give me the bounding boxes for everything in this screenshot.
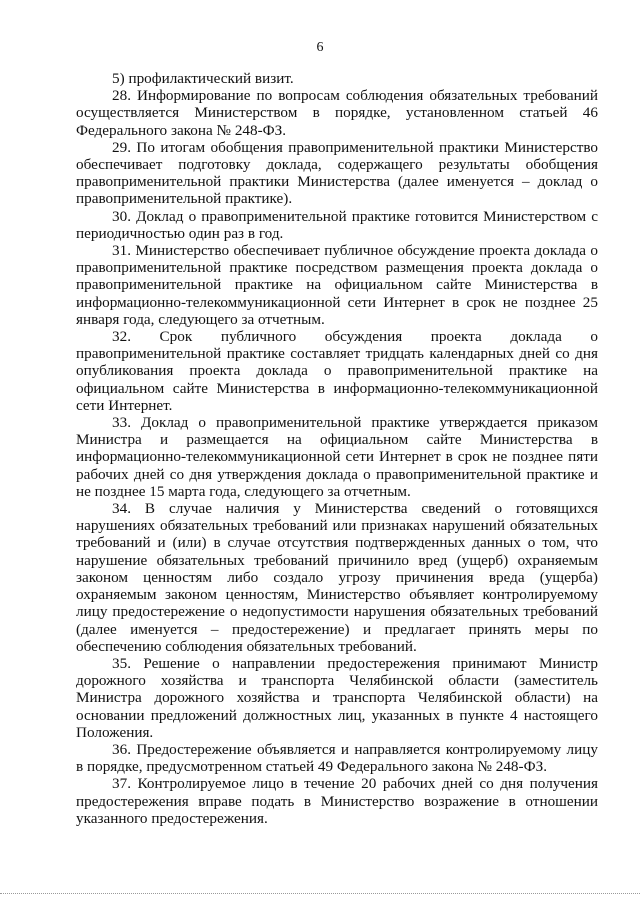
paragraph-32: 32. Срок публичного обсуждения проекта доклада о правоприменительной практике составляет тридцать календарных дней со дня опубликования проекта доклада о правоприменительной практике на официальном сайте Министерства в информационно-телекоммуникационной сети Интернет. [76, 328, 598, 414]
paragraph-28: 28. Информирование по вопросам соблюдения обязательных требований осуществляется Министерством в порядке, установленном статьей 46 Федерального закона № 248-ФЗ. [76, 87, 598, 139]
paragraph-31: 31. Министерство обеспечивает публичное обсуждение проекта доклада о правоприменительной практике посредством размещения проекта доклада о правоприменительной практике на официальном сайте Министерства в информационно-телекоммуникационной сети Интернет в срок не позднее 25 января года, следующего за отчетным. [76, 242, 598, 328]
paragraph-37: 37. Контролируемое лицо в течение 20 рабочих дней со дня получения предостережения вправе подать в Министерство возражение в отношении указанного предостережения. [76, 775, 598, 827]
bottom-scan-border [0, 893, 640, 894]
paragraph-30: 30. Доклад о правоприменительной практике готовится Министерством с периодичностью один раз в год. [76, 207, 598, 242]
paragraph-34: 34. В случае наличия у Министерства сведений о готовящихся нарушениях обязательных требований или признаках нарушений обязательных требований и (или) в случае отсутствия подтвержденных данных о том, что нарушение обязательных требований причинило вред (ущерб) охраняемым законом ценностям либо создало угрозу причинения вреда (ущерба) охраняемым законом ценностям, Министерство объявляет контролируемому лицу предостережение о недопустимости нарушения обязательных требований (далее именуется – предостережение) и предлагает принять меры по обеспечению соблюдения обязательных требований. [76, 500, 598, 655]
page-number: 6 [316, 40, 324, 55]
document-body [76, 70, 598, 827]
paragraph-item-5: 5) профилактический визит. [112, 70, 294, 87]
paragraph-33: 33. Доклад о правоприменительной практике утверждается приказом Министра и размещается на официальном сайте Министерства в информационно-телекоммуникационной сети Интернет в срок не позднее пяти рабочих дней со дня утверждения доклада о правоприменительной практике и не позднее 15 марта года, следующего за отчетным. [76, 414, 598, 500]
paragraph-36: 36. Предостережение объявляется и направляется контролируемому лицу в порядке, предусмотренном статьей 49 Федерального закона № 248-ФЗ. [76, 740, 598, 776]
paragraph-29: 29. По итогам обобщения правоприменительной практики Министерство обеспечивает подготовку доклада, содержащего результаты обобщения правоприменительной практики Министерства (далее именуется – доклад о правоприменительной практике). [76, 138, 598, 208]
paragraph-35: 35. Решение о направлении предостережения принимают Министр дорожного хозяйства и транспорта Челябинской области (заместитель Министра дорожного хозяйства и транспорта Челябинской области) на основании предложений должностных лиц, указанных в пункте 4 настоящего Положения. [76, 654, 598, 741]
